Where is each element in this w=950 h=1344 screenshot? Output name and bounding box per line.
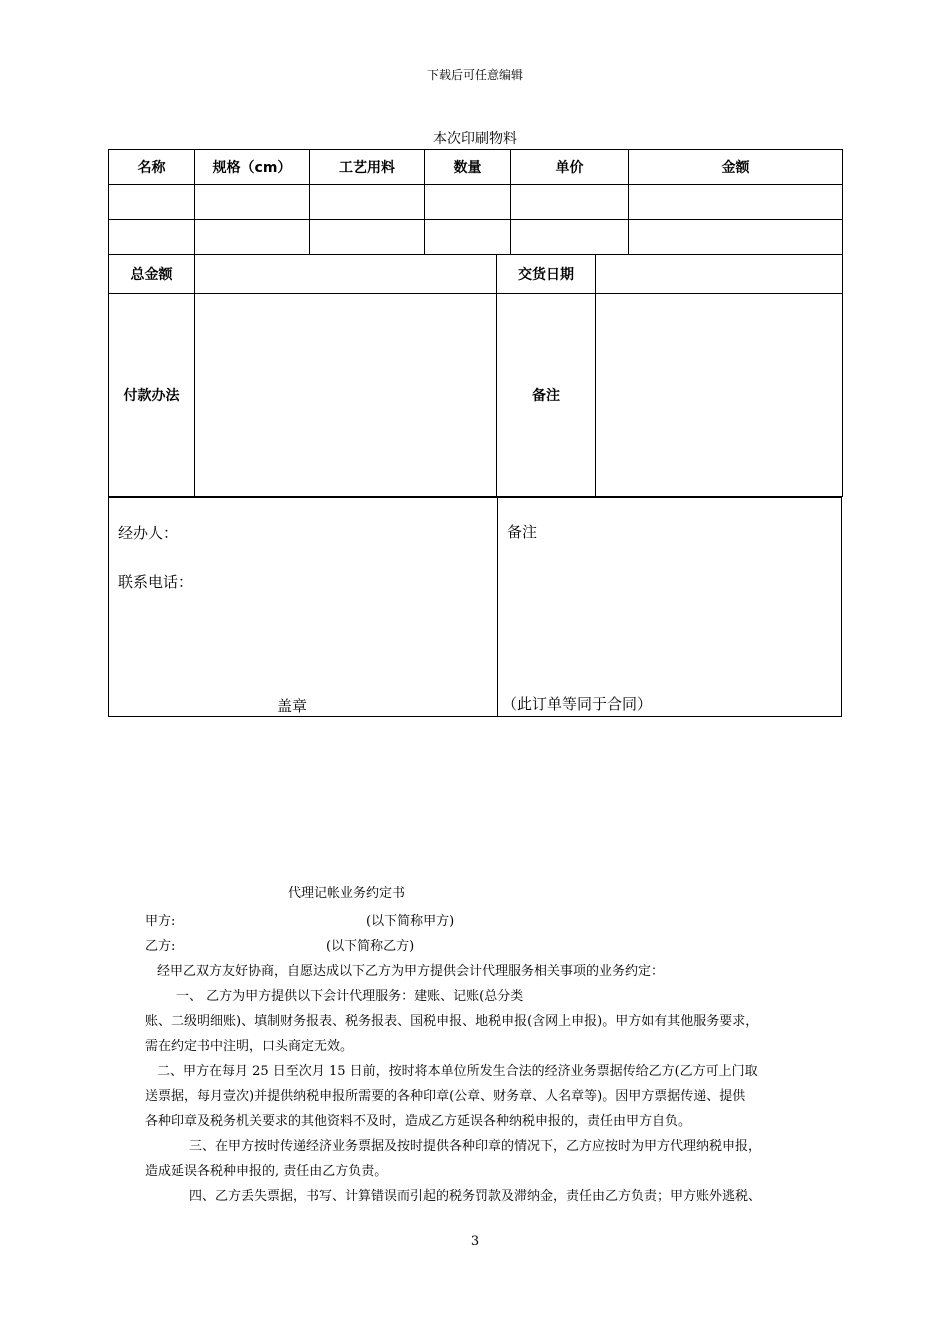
table-cell[interactable]	[629, 185, 843, 220]
clause-2-line-2: 送票据，每月壹次)并提供纳税申报所需要的各种印章(公章、财务章、人名章等)。因甲方票据传递、提供	[145, 1089, 746, 1104]
table-cell[interactable]	[310, 220, 425, 255]
col-header-amount: 金额	[629, 150, 843, 185]
col-header-spec: 规格（cm）	[195, 150, 310, 185]
party-a-note: (以下简称甲方)	[366, 914, 455, 929]
table-cell[interactable]	[425, 185, 511, 220]
clause-2-line-1: 二、甲方在每月 25 日至次月 15 日前，按时将本单位所发生合法的经济业务票据传给乙方(乙方可上门取	[157, 1064, 758, 1079]
materials-table	[108, 149, 843, 255]
col-header-material: 工艺用料	[310, 150, 425, 185]
clause-3-line-1: 三、在甲方按时传递经济业务票据及按时提供各种印章的情况下，乙方应按时为甲方代理纳税申报，	[189, 1139, 762, 1154]
col-header-name: 名称	[109, 150, 195, 185]
box-divider	[497, 498, 498, 716]
total-row	[109, 255, 843, 294]
table-cell[interactable]	[511, 185, 629, 220]
table-cell[interactable]	[195, 220, 310, 255]
table-row	[109, 220, 843, 255]
clause-1-line-2: 账、二级明细账)、填制财务报表、税务报表、国税申报、地税申报(含网上申报)。甲方如有其他服务要求，	[145, 1014, 759, 1029]
clause-1-line-3: 需在约定书中注明，口头商定无效。	[145, 1039, 354, 1054]
phone-label: 联系电话：	[118, 573, 194, 591]
clause-2-line-3: 各种印章及税务机关要求的其他资料不及时，造成乙方延误各种纳税申报的，责任由甲方自负。	[145, 1114, 692, 1129]
table-cell[interactable]	[310, 185, 425, 220]
total-amount-label: 总金额	[109, 255, 195, 294]
agreement-intro: 经甲乙双方友好协商，自愿达成以下乙方为甲方提供会计代理服务相关事项的业务约定：	[157, 964, 665, 979]
agreement-title: 代理记帐业务约定书	[288, 886, 406, 901]
remark-label: 备注	[497, 294, 596, 497]
box-remark-label: 备注	[507, 523, 538, 541]
clause-3-line-2: 造成延误各税种申报的, 责任由乙方负责。	[145, 1164, 388, 1179]
col-header-unit-price: 单价	[511, 150, 629, 185]
table-cell[interactable]	[425, 220, 511, 255]
table-cell[interactable]	[109, 220, 195, 255]
contract-note: （此订单等同于合同）	[502, 695, 653, 713]
table-title: 本次印刷物料	[433, 131, 517, 147]
table-header-row	[109, 150, 843, 185]
table-cell[interactable]	[629, 220, 843, 255]
party-a-label: 甲方:	[145, 914, 176, 929]
seal-label: 盖章	[277, 697, 308, 715]
table-cell[interactable]	[109, 185, 195, 220]
payment-row	[109, 294, 843, 497]
clause-1-line-1: 一、 乙方为甲方提供以下会计代理服务：建账、记账(总分类	[176, 989, 524, 1004]
signature-box	[108, 497, 842, 717]
col-header-quantity: 数量	[425, 150, 511, 185]
remark-field[interactable]	[596, 294, 843, 497]
summary-table	[108, 254, 843, 497]
header-note: 下载后可任意编辑	[426, 68, 523, 82]
handler-label: 经办人：	[118, 524, 179, 542]
payment-method-label: 付款办法	[109, 294, 195, 497]
delivery-date-label: 交货日期	[497, 255, 596, 294]
clause-4-line-1: 四、乙方丢失票据，书写、计算错误而引起的税务罚款及滞纳金，责任由乙方负责；甲方账外逃税、	[189, 1189, 762, 1204]
table-cell[interactable]	[195, 185, 310, 220]
party-b-note: (以下简称乙方)	[326, 939, 415, 954]
payment-method-field[interactable]	[195, 294, 497, 497]
party-b-label: 乙方:	[145, 939, 176, 954]
delivery-date-field[interactable]	[596, 255, 843, 294]
table-cell[interactable]	[511, 220, 629, 255]
page-number: 3	[470, 1234, 480, 1249]
total-amount-field[interactable]	[195, 255, 497, 294]
table-row	[109, 185, 843, 220]
